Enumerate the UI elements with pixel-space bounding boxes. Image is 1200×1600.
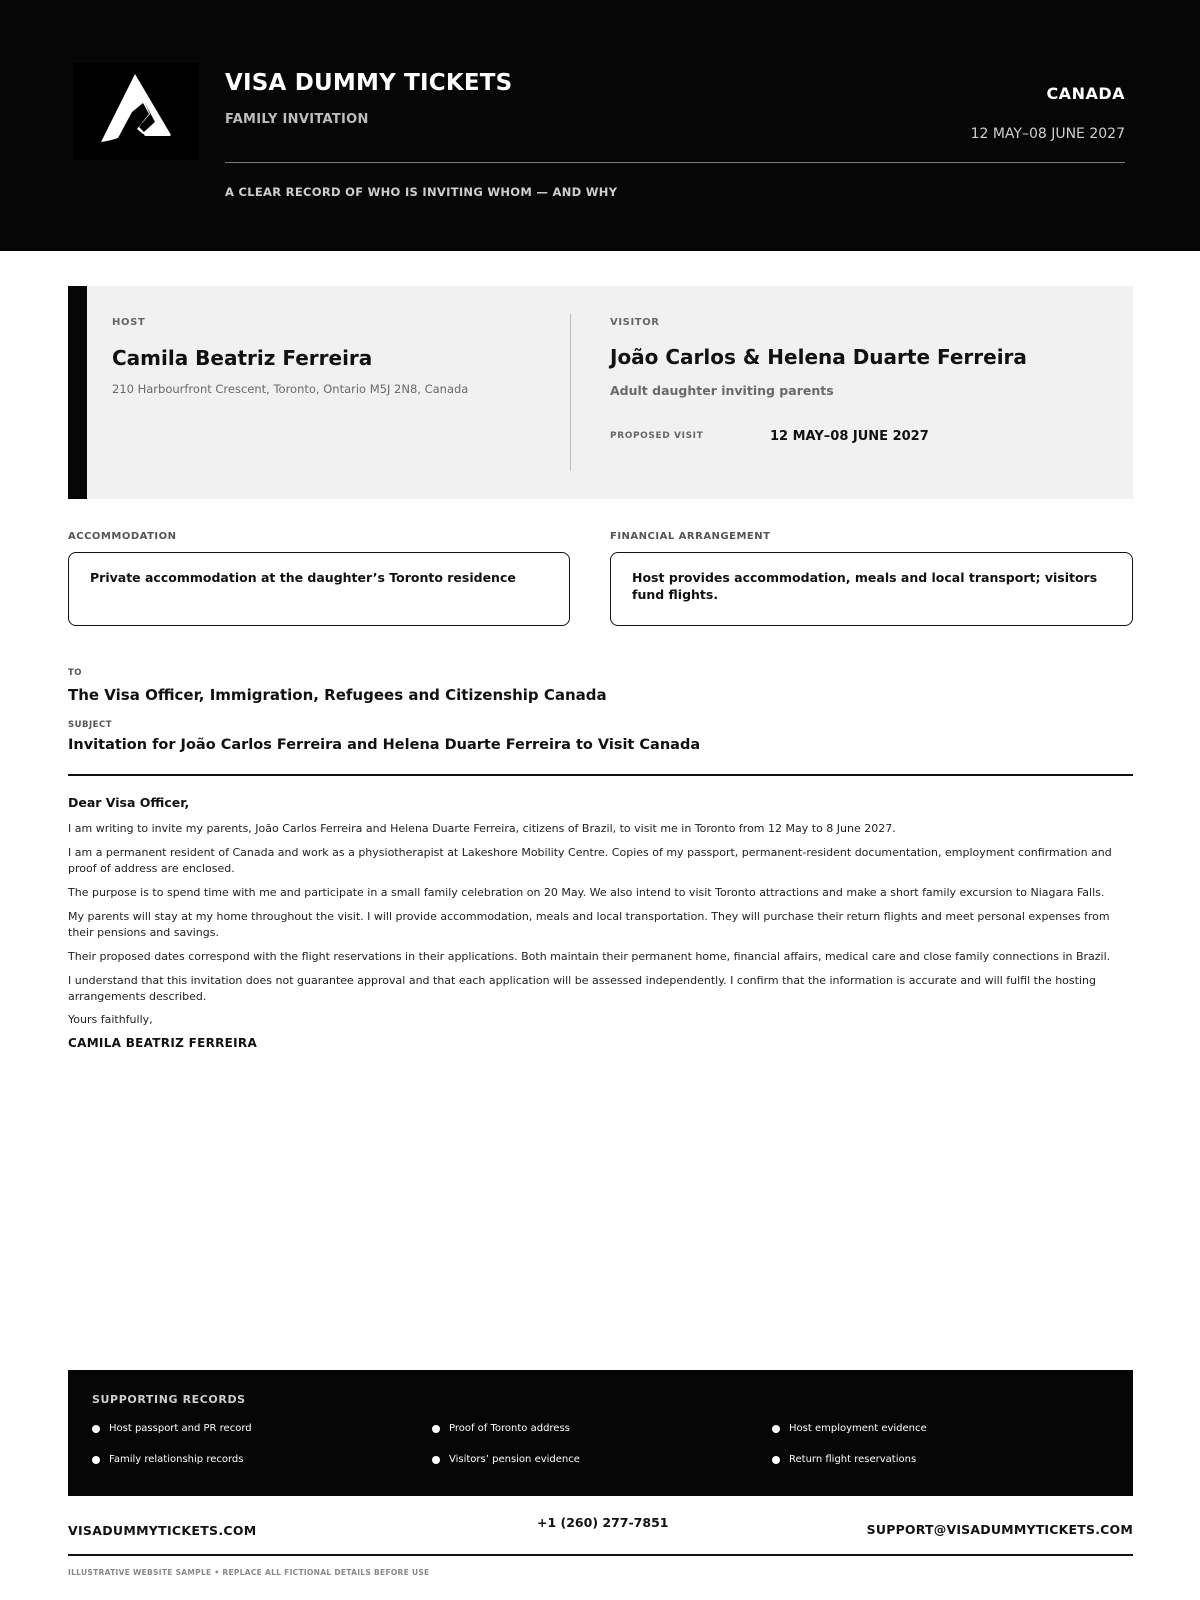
host-label: HOST: [112, 317, 146, 328]
supporting-records-panel: [68, 1370, 1133, 1496]
record-item-label: Proof of Toronto address: [449, 1423, 570, 1434]
closing: Yours faithfully,: [68, 1013, 153, 1026]
bullet-icon: [772, 1456, 780, 1464]
letter-body: [68, 795, 1133, 1050]
to-label: TO: [68, 668, 83, 678]
record-item: [432, 1423, 570, 1434]
footer-disclaimer: ILLUSTRATIVE WEBSITE SAMPLE • REPLACE ALL FICTIONAL DETAILS BEFORE USE: [68, 1568, 430, 1577]
header-band: [0, 0, 1200, 251]
record-item-label: Visitors’ pension evidence: [449, 1454, 580, 1465]
proposed-visit-label: PROPOSED VISIT: [610, 431, 704, 441]
record-item-label: Host passport and PR record: [109, 1423, 252, 1434]
letter-paragraph: My parents will stay at my home throughout the visit. I will provide accommodation, meals and local transportation. They will purchase their return flights and meet personal expenses from their pensions and savings.: [68, 910, 1110, 939]
supporting-records-title: SUPPORTING RECORDS: [92, 1393, 246, 1406]
footer-phone: +1 (260) 277-7851: [537, 1515, 669, 1530]
letter-paragraph: I am writing to invite my parents, João Carlos Ferreira and Helena Duarte Ferreira, citizens of Brazil, to visit me in Toronto from 12 May to 8 June 2027.: [68, 822, 896, 835]
visitor-label: VISITOR: [610, 317, 660, 328]
salutation: Dear Visa Officer,: [68, 795, 190, 810]
bullet-icon: [772, 1425, 780, 1433]
financial-text: Host provides accommodation, meals and local transport; visitors fund flights.: [632, 570, 1098, 602]
letter-paragraph: I understand that this invitation does not guarantee approval and that each application will be assessed independently. I confirm that the information is accurate and will fulfil the hosting arrangements described.: [68, 974, 1096, 1003]
visitor-relation: Adult daughter inviting parents: [610, 383, 834, 398]
financial-label: FINANCIAL ARRANGEMENT: [610, 531, 771, 542]
header-divider: [225, 162, 1125, 163]
panel-accent-bar: [68, 286, 87, 499]
record-item: [92, 1423, 252, 1434]
accommodation-box: [68, 552, 570, 626]
signature-name: CAMILA BEATRIZ FERREIRA: [68, 1036, 258, 1050]
record-item: [772, 1423, 927, 1434]
visitor-name: João Carlos & Helena Duarte Ferreira: [610, 345, 1027, 369]
record-item: [92, 1454, 243, 1465]
bullet-icon: [92, 1425, 100, 1433]
bullet-icon: [432, 1425, 440, 1433]
brand-title: VISA DUMMY TICKETS: [225, 70, 513, 96]
recipient: The Visa Officer, Immigration, Refugees and Citizenship Canada: [68, 686, 607, 704]
record-item: [772, 1454, 916, 1465]
destination-country: CANADA: [1046, 84, 1125, 103]
footer-divider: [68, 1554, 1133, 1556]
panel-divider: [570, 314, 571, 471]
financial-box: [610, 552, 1133, 626]
accommodation-label: ACCOMMODATION: [68, 531, 177, 542]
header-dates: 12 MAY–08 JUNE 2027: [970, 126, 1125, 142]
record-item: [432, 1454, 580, 1465]
bullet-icon: [432, 1456, 440, 1464]
record-item-label: Return flight reservations: [789, 1454, 917, 1465]
host-visitor-panel: [68, 286, 1133, 499]
bullet-icon: [92, 1456, 100, 1464]
ticket-logo-icon: [73, 63, 199, 160]
letter-paragraph: I am a permanent resident of Canada and work as a physiotherapist at Lakeshore Mobility Centre. Copies of my passport, permanent-resident documentation, employment confirmation and proof of address are enclosed.: [68, 846, 1112, 875]
accommodation-text: Private accommodation at the daughter’s Toronto residence: [90, 570, 516, 585]
letter-divider: [68, 774, 1133, 776]
document-type: FAMILY INVITATION: [225, 112, 369, 127]
letter-paragraph: Their proposed dates correspond with the flight reservations in their applications. Both maintain their permanent home, financial affairs, medical care and close family connections in Brazil.: [68, 950, 1111, 963]
tagline: A CLEAR RECORD OF WHO IS INVITING WHOM — AND WHY: [225, 185, 618, 199]
subject-line: Invitation for João Carlos Ferreira and Helena Duarte Ferreira to Visit Canada: [68, 737, 701, 753]
footer-website: VISADUMMYTICKETS.COM: [68, 1523, 257, 1538]
letter-paragraph: The purpose is to spend time with me and participate in a small family celebration on 20 May. We also intend to visit Toronto attractions and make a short family excursion to Niagara Falls.: [68, 886, 1105, 899]
subject-label: SUBJECT: [68, 720, 113, 730]
record-item-label: Family relationship records: [109, 1454, 244, 1465]
logo: [73, 63, 199, 160]
host-address: 210 Harbourfront Crescent, Toronto, Ontario M5J 2N8, Canada: [112, 382, 469, 396]
proposed-visit-dates: 12 MAY–08 JUNE 2027: [770, 429, 929, 444]
record-item-label: Host employment evidence: [789, 1423, 927, 1434]
footer-email: SUPPORT@VISADUMMYTICKETS.COM: [866, 1522, 1133, 1537]
host-name: Camila Beatriz Ferreira: [112, 346, 373, 370]
